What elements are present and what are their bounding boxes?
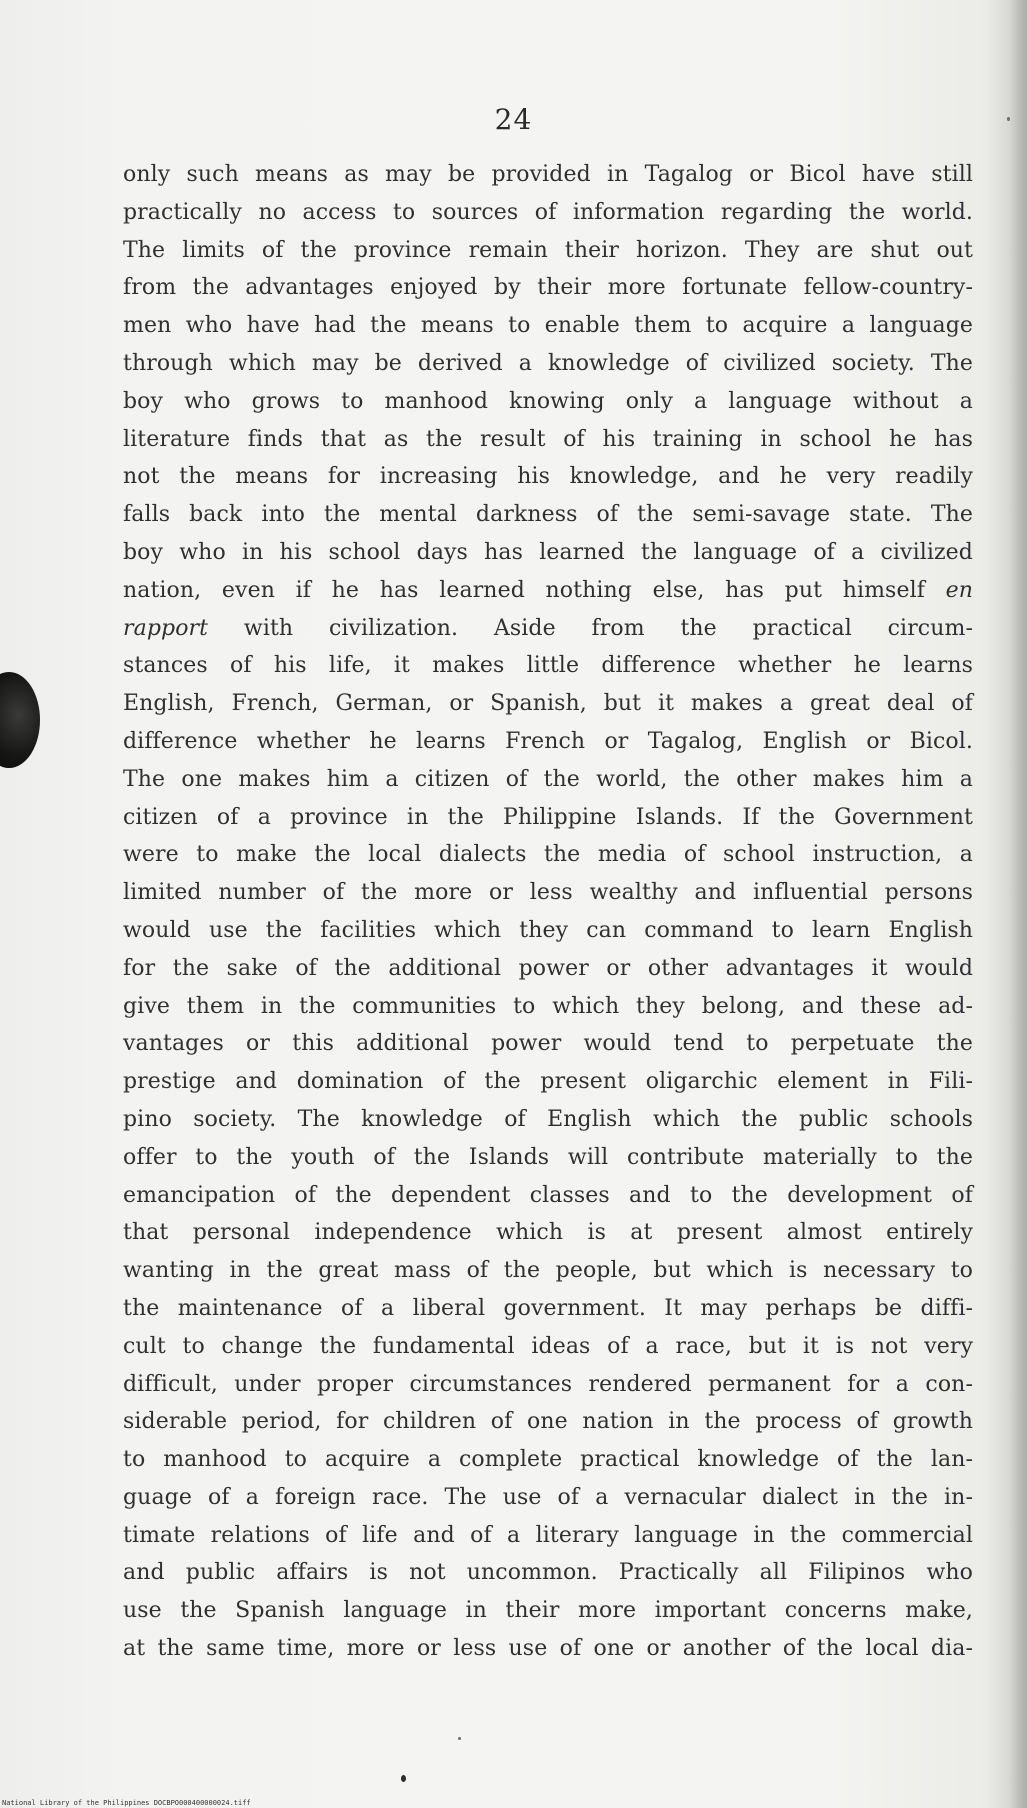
text-line: pino society. The knowledge of English which the public schools bbox=[123, 1106, 973, 1132]
text-line-with-italic bbox=[123, 610, 973, 648]
text-line: through which may be derived a knowledge of civilized society. The bbox=[123, 350, 973, 376]
text-line: limited number of the more or less wealthy and influential persons bbox=[123, 880, 973, 906]
text-line: boy who grows to manhood knowing only a language without a bbox=[123, 388, 973, 414]
text-line: wanting in the great mass of the people, but which is necessary to bbox=[123, 1258, 973, 1284]
text-line: difference whether he learns French or Tagalog, English or Bicol. bbox=[123, 728, 973, 754]
text-line: The limits of the province remain their horizon. They are shut out bbox=[123, 237, 973, 263]
text-line: were to make the local dialects the media of school instruction, a bbox=[123, 842, 973, 868]
text-line: the maintenance of a liberal government. It may perhaps be diffi- bbox=[123, 1295, 973, 1321]
text-line: for the sake of the additional power or other advantages it would bbox=[123, 955, 973, 981]
text-line: The one makes him a citizen of the world, the other makes him a bbox=[123, 766, 973, 792]
text-line: and public affairs is not uncommon. Practically all Filipinos who bbox=[123, 1560, 973, 1586]
text-segment: with civilization. Aside from the practical circum- bbox=[243, 615, 973, 641]
text-line: at the same time, more or less use of one or another of the local dia- bbox=[123, 1636, 973, 1662]
text-line: give them in the communities to which they belong, and these ad- bbox=[123, 993, 973, 1019]
text-line: that personal independence which is at present almost entirely bbox=[123, 1220, 973, 1246]
scan-credit-label: National Library of the Philippines DOCBPO000400000024.tiff bbox=[2, 1799, 251, 1807]
page-edge-shadow bbox=[1009, 0, 1027, 1808]
text-line: men who have had the means to enable them to acquire a language bbox=[123, 313, 973, 339]
text-line: stances of his life, it makes little difference whether he learns bbox=[123, 653, 973, 679]
text-line: falls back into the mental darkness of the semi-savage state. The bbox=[123, 502, 973, 528]
text-line: vantages or this additional power would tend to perpetuate the bbox=[123, 1031, 973, 1057]
italic-term: en bbox=[945, 577, 973, 603]
text-line: literature finds that as the result of his training in school he has bbox=[123, 426, 973, 452]
scan-speck bbox=[458, 1737, 461, 1740]
text-line: citizen of a province in the Philippine Islands. If the Government bbox=[123, 804, 973, 830]
text-line-with-italic bbox=[123, 572, 973, 610]
text-line: timate relations of life and of a literary language in the commercial bbox=[123, 1522, 973, 1548]
text-line: difficult, under proper circumstances rendered permanent for a con- bbox=[123, 1371, 973, 1397]
text-line: use the Spanish language in their more important concerns make, bbox=[123, 1598, 973, 1624]
body-paragraph bbox=[123, 156, 973, 1668]
italic-term: rapport bbox=[123, 615, 209, 641]
text-line: emancipation of the dependent classes and to the development of bbox=[123, 1182, 973, 1208]
text-segment: nation, even if he has learned nothing else, has put himself bbox=[123, 577, 925, 603]
text-line: from the advantages enjoyed by their more fortunate fellow-country- bbox=[123, 275, 973, 301]
text-line: boy who in his school days has learned the language of a civilized bbox=[123, 539, 973, 565]
page-number: 24 bbox=[494, 103, 533, 136]
text-line: guage of a foreign race. The use of a vernacular dialect in the in- bbox=[123, 1484, 973, 1510]
text-line: practically no access to sources of information regarding the world. bbox=[123, 199, 973, 225]
text-line: offer to the youth of the Islands will contribute materially to the bbox=[123, 1144, 973, 1170]
text-line: cult to change the fundamental ideas of a race, but it is not very bbox=[123, 1333, 973, 1359]
text-line: to manhood to acquire a complete practical knowledge of the lan- bbox=[123, 1447, 973, 1473]
text-line: prestige and domination of the present oligarchic element in Fili- bbox=[123, 1069, 973, 1095]
text-line: only such means as may be provided in Tagalog or Bicol have still bbox=[123, 162, 973, 187]
text-line: English, French, German, or Spanish, but it makes a great deal of bbox=[123, 691, 973, 717]
binding-hole-blot bbox=[0, 672, 40, 768]
text-line: would use the facilities which they can command to learn English bbox=[123, 917, 973, 943]
text-line: not the means for increasing his knowledge, and he very readily bbox=[123, 464, 973, 490]
text-line: siderable period, for children of one nation in the process of growth bbox=[123, 1409, 973, 1435]
ink-dot bbox=[401, 1775, 406, 1782]
